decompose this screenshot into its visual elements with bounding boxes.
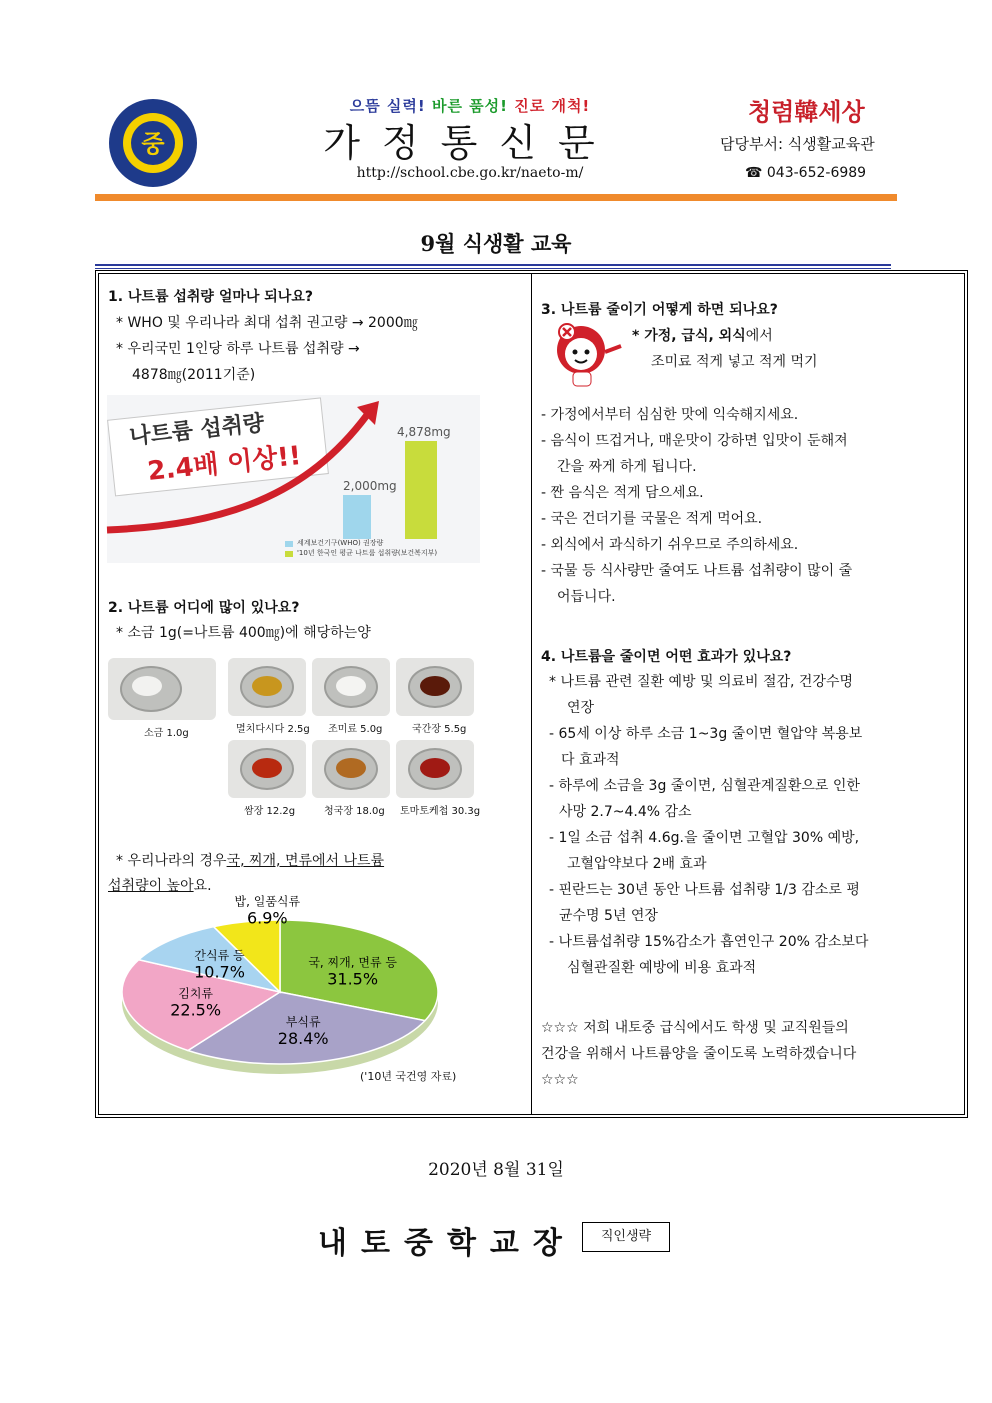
list-item: - 음식이 뜨겁거나, 매운맛이 강하면 입맛이 둔해져 (541, 433, 848, 449)
list-item: 사망 2.7~4.4% 감소 (559, 804, 692, 820)
issue-date: 2020년 8월 31일 (428, 1160, 564, 1180)
list-item: - 나트륨섭취량 15%감소가 흡연인구 20% 감소보다 (549, 934, 869, 950)
list-item: - 외식에서 과식하기 쉬우므로 주의하세요. (541, 537, 799, 553)
list-item: - 국물 등 식사량만 줄여도 나트륨 섭취량이 많이 줄 (541, 563, 853, 579)
spoon-ketchup (396, 740, 474, 798)
section3-title: 3. 나트륨 줄이기 어떻게 하면 되나요? (541, 302, 778, 318)
page-heading: 9월 식생활 교육 (420, 231, 572, 256)
mascot-icon (545, 322, 629, 392)
integrity-brand: 청렴韓세상 (748, 97, 865, 126)
school-logo (108, 98, 198, 188)
section2-title: 2. 나트륨 어디에 많이 있나요? (108, 600, 300, 616)
pie-slice-label: 김치류 (178, 986, 214, 1001)
pie-source: ('10년 국건영 자료) (360, 1070, 457, 1083)
section3-tip: * 가정, 급식, 외식에서 (632, 328, 773, 344)
pie-slice-label: 밥, 일품식류 (234, 894, 301, 909)
salt-spoon-grid (108, 656, 481, 817)
pie-slice-label: 국, 찌개, 면류 등 (308, 955, 397, 970)
pie-slice-value: 10.7% (194, 962, 245, 982)
list-item: - 짠 음식은 적게 담으세요. (541, 485, 704, 501)
list-item: - 65세 이상 하루 소금 1~3g 줄이면 혈압약 복용보 (549, 726, 863, 742)
section2-note-2: 섭취량이 높아요. (108, 878, 212, 894)
list-item: 심혈관질환 예방에 비용 효과적 (567, 960, 757, 976)
list-item: - 가정에서부터 심심한 맛에 익숙해지세요. (541, 407, 799, 423)
heading-rule-thin (95, 268, 891, 269)
section3-bullets (541, 402, 852, 610)
list-item: - 핀란드는 30년 동안 나트륨 섭취량 1/3 감소로 평 (549, 882, 860, 898)
pie-slice-value: 31.5% (327, 969, 379, 989)
banner-text-2: 2.4배 이상!! (146, 441, 303, 487)
section1-line2: * 우리국민 1인당 하루 나트륨 섭취량 → (116, 341, 360, 357)
banner-text-1: 나트륨 섭취량 (128, 410, 266, 450)
phone-icon: ☎ (745, 165, 767, 181)
spoon-label: 국간장 5.5g (412, 724, 467, 735)
spoon-label: 멸치다시다 2.5g (236, 724, 310, 735)
section3-tip-2: 조미료 적게 넣고 적게 먹기 (651, 354, 818, 370)
legend-who: 세계보건기구(WHO) 권장량 (297, 539, 384, 547)
phone: ☎ 043-652-6989 (745, 165, 867, 181)
sodium-intake-banner (107, 395, 480, 563)
list-item: 고혈압약보다 2배 효과 (567, 856, 707, 872)
pie-slice-value: 6.9% (246, 908, 288, 928)
spoon-cheonggukjang (312, 740, 390, 798)
pie-slice-label: 부식류 (285, 1015, 321, 1030)
school-slogan: 으뜸 실력! 바른 품성! 진로 개척! (349, 97, 591, 115)
list-item: 연장 (567, 700, 595, 716)
list-item: 균수명 5년 연장 (559, 908, 658, 924)
bar-who-label: 2,000mg (343, 479, 397, 493)
spoon-anchovy-seasoning (228, 658, 306, 716)
list-item: - 하루에 소금을 3g 줄이면, 심혈관계질환으로 인한 (549, 778, 860, 794)
bar-korea (405, 441, 437, 539)
list-item: 다 효과적 (561, 752, 620, 768)
list-item: 어듭니다. (557, 589, 616, 605)
sodium-source-pie-chart (110, 894, 457, 1090)
spoon-ssamjang (228, 740, 306, 798)
spoon-label: 쌈장 12.2g (244, 806, 296, 817)
legend-korea: '10년 한국인 평균 나트륨 섭취량(보건복지부) (297, 549, 438, 557)
pie-slice-value: 28.4% (277, 1029, 329, 1049)
document-title: 가정통신문 (323, 121, 617, 165)
spoon-label: 청국장 18.0g (324, 806, 385, 817)
section1-title: 1. 나트륨 섭취량 얼마나 되나요? (108, 289, 313, 305)
header-rule (95, 194, 897, 201)
list-item: - 1일 소금 섭취 4.6g.을 줄이면 고혈압 30% 예방, (549, 830, 860, 846)
list-item: - 국은 건더기를 국물은 적게 먹어요. (541, 511, 763, 527)
section2-note: * 우리나라의 경우국, 찌개, 면류에서 나트륨 (116, 853, 385, 869)
principal-name: 내토중학교장 (318, 1226, 576, 1261)
spoon-salt (108, 658, 216, 720)
section4-title: 4. 나트륨을 줄이면 어떤 효과가 있나요? (541, 649, 792, 665)
spoon-label: 토마토케첩 30.3g (400, 806, 481, 817)
pie-slice-label: 간식류 등 (194, 948, 245, 963)
column-divider (531, 273, 532, 1115)
bar-who (343, 495, 371, 539)
closing-message: ☆☆☆ 저희 내토중 급식에서도 학생 및 교직원들의 건강을 위해서 나트륨양을 줄이도록 노력하겠습니다 ☆☆☆ (541, 1020, 857, 1088)
section1-line1: * WHO 및 우리나라 최대 섭취 권고량 → 2000㎎ (116, 315, 418, 331)
section2-line1: * 소금 1g(=나트륨 400㎎)에 해당하는양 (116, 625, 371, 641)
spoon-fill (132, 676, 162, 696)
list-item: * 나트륨 관련 질환 예방 및 의료비 절감, 건강수명 (549, 674, 854, 690)
pie-slice-value: 22.5% (170, 1000, 222, 1020)
heading-rule (95, 264, 891, 266)
section4-lines (549, 669, 868, 981)
pie-svg (110, 894, 450, 1090)
spoon-label: 소금 1.0g (144, 728, 189, 739)
spoon-soy-sauce (396, 658, 474, 716)
bar-korea-label: 4,878mg (397, 425, 451, 439)
department: 담당부서: 식생활교육관 (720, 135, 875, 153)
spoon-label: 조미료 5.0g (328, 724, 383, 735)
spoon-msg (312, 658, 390, 716)
list-item: 간을 짜게 하게 됩니다. (557, 459, 697, 475)
section1-line3: 4878㎎(2011기준) (132, 367, 256, 383)
svg-text:중: 중 (141, 130, 165, 158)
seal-omitted: 직인생략 (582, 1222, 670, 1252)
school-url[interactable]: http://school.cbe.go.kr/naeto-m/ (356, 165, 584, 181)
